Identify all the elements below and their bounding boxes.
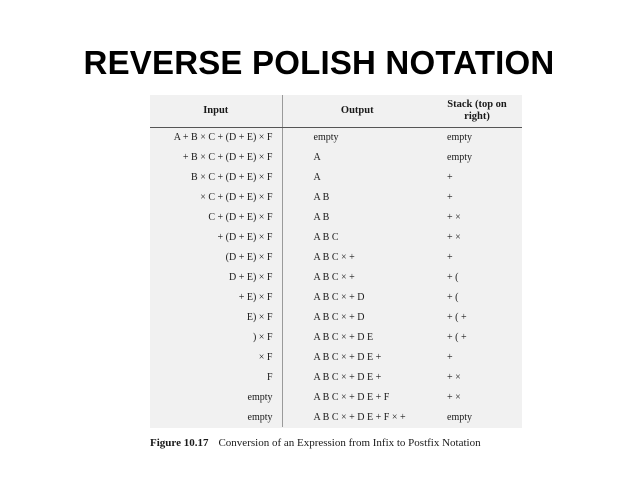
- column-header-input: Input: [150, 95, 282, 127]
- column-header-stack-line1: Stack (top on: [447, 98, 507, 110]
- table-row: [150, 327, 522, 347]
- notation-table-panel: [150, 95, 522, 428]
- cell-output: A B C × + D: [313, 311, 365, 323]
- table-header-row: [150, 95, 522, 127]
- cell-input: empty: [150, 387, 282, 407]
- cell-output: A B C: [313, 231, 339, 243]
- cell-output: A B C × + D: [313, 291, 365, 303]
- cell-output: A B C × + D E + F × +: [313, 411, 406, 423]
- cell-input: E) × F: [150, 307, 282, 327]
- table-row: [150, 187, 522, 207]
- cell-stack: + ×: [447, 231, 461, 243]
- cell-stack: + ×: [447, 391, 461, 403]
- cell-stack: +: [447, 351, 453, 363]
- cell-input: + (D + E) × F: [150, 227, 282, 247]
- cell-stack: + ×: [447, 371, 461, 383]
- table-row: [150, 287, 522, 307]
- column-header-stack: [432, 95, 522, 127]
- cell-stack: + ( +: [447, 331, 467, 343]
- table-row: [150, 147, 522, 167]
- cell-output: A B C × + D E + F: [313, 391, 390, 403]
- table-row: [150, 307, 522, 327]
- cell-input: (D + E) × F: [150, 247, 282, 267]
- cell-output: A: [313, 151, 321, 163]
- cell-input: C + (D + E) × F: [150, 207, 282, 227]
- cell-input: + E) × F: [150, 287, 282, 307]
- cell-input: empty: [150, 407, 282, 427]
- cell-output: A: [313, 171, 321, 183]
- cell-output: A B C × +: [313, 271, 355, 283]
- cell-stack: + (: [447, 291, 459, 303]
- cell-stack: +: [447, 191, 453, 203]
- cell-output: A B C × + D E: [313, 331, 374, 343]
- table-row: [150, 247, 522, 267]
- cell-output: A B C × + D E +: [313, 351, 382, 363]
- cell-stack: empty: [447, 411, 472, 423]
- table-row: [150, 267, 522, 287]
- table-row: [150, 207, 522, 227]
- cell-input: ) × F: [150, 327, 282, 347]
- column-header-stack-line2: right): [464, 110, 490, 122]
- figure-caption-text: Conversion of an Expression from Infix to Postfix Notation: [218, 437, 481, 449]
- cell-stack: + (: [447, 271, 459, 283]
- table-row: [150, 227, 522, 247]
- cell-input: + B × C + (D + E) × F: [150, 147, 282, 167]
- cell-input: B × C + (D + E) × F: [150, 167, 282, 187]
- cell-input: × F: [150, 347, 282, 367]
- cell-output: A B: [313, 211, 330, 223]
- cell-stack: + ×: [447, 211, 461, 223]
- table-row: [150, 127, 522, 147]
- cell-output: A B C × +: [313, 251, 355, 263]
- table-row: [150, 387, 522, 407]
- cell-stack: empty: [447, 151, 472, 163]
- cell-input: F: [150, 367, 282, 387]
- cell-stack: +: [447, 251, 453, 263]
- column-header-output: Output: [282, 95, 432, 127]
- cell-stack: + ( +: [447, 311, 467, 323]
- table-row: [150, 347, 522, 367]
- cell-stack: empty: [447, 131, 472, 143]
- figure-label: Figure 10.17: [150, 437, 209, 449]
- slide-title: REVERSE POLISH NOTATION: [83, 44, 555, 81]
- table-body: [150, 127, 522, 427]
- table-row: [150, 407, 522, 427]
- cell-stack: +: [447, 171, 453, 183]
- table-row: [150, 367, 522, 387]
- table-row: [150, 167, 522, 187]
- cell-input: D + E) × F: [150, 267, 282, 287]
- cell-output: A B C × + D E +: [313, 371, 382, 383]
- figure-caption: [150, 437, 550, 449]
- conversion-table: [150, 95, 522, 427]
- cell-input: × C + (D + E) × F: [150, 187, 282, 207]
- cell-output: A B: [313, 191, 330, 203]
- cell-input: A + B × C + (D + E) × F: [150, 127, 282, 147]
- cell-output: empty: [313, 131, 339, 143]
